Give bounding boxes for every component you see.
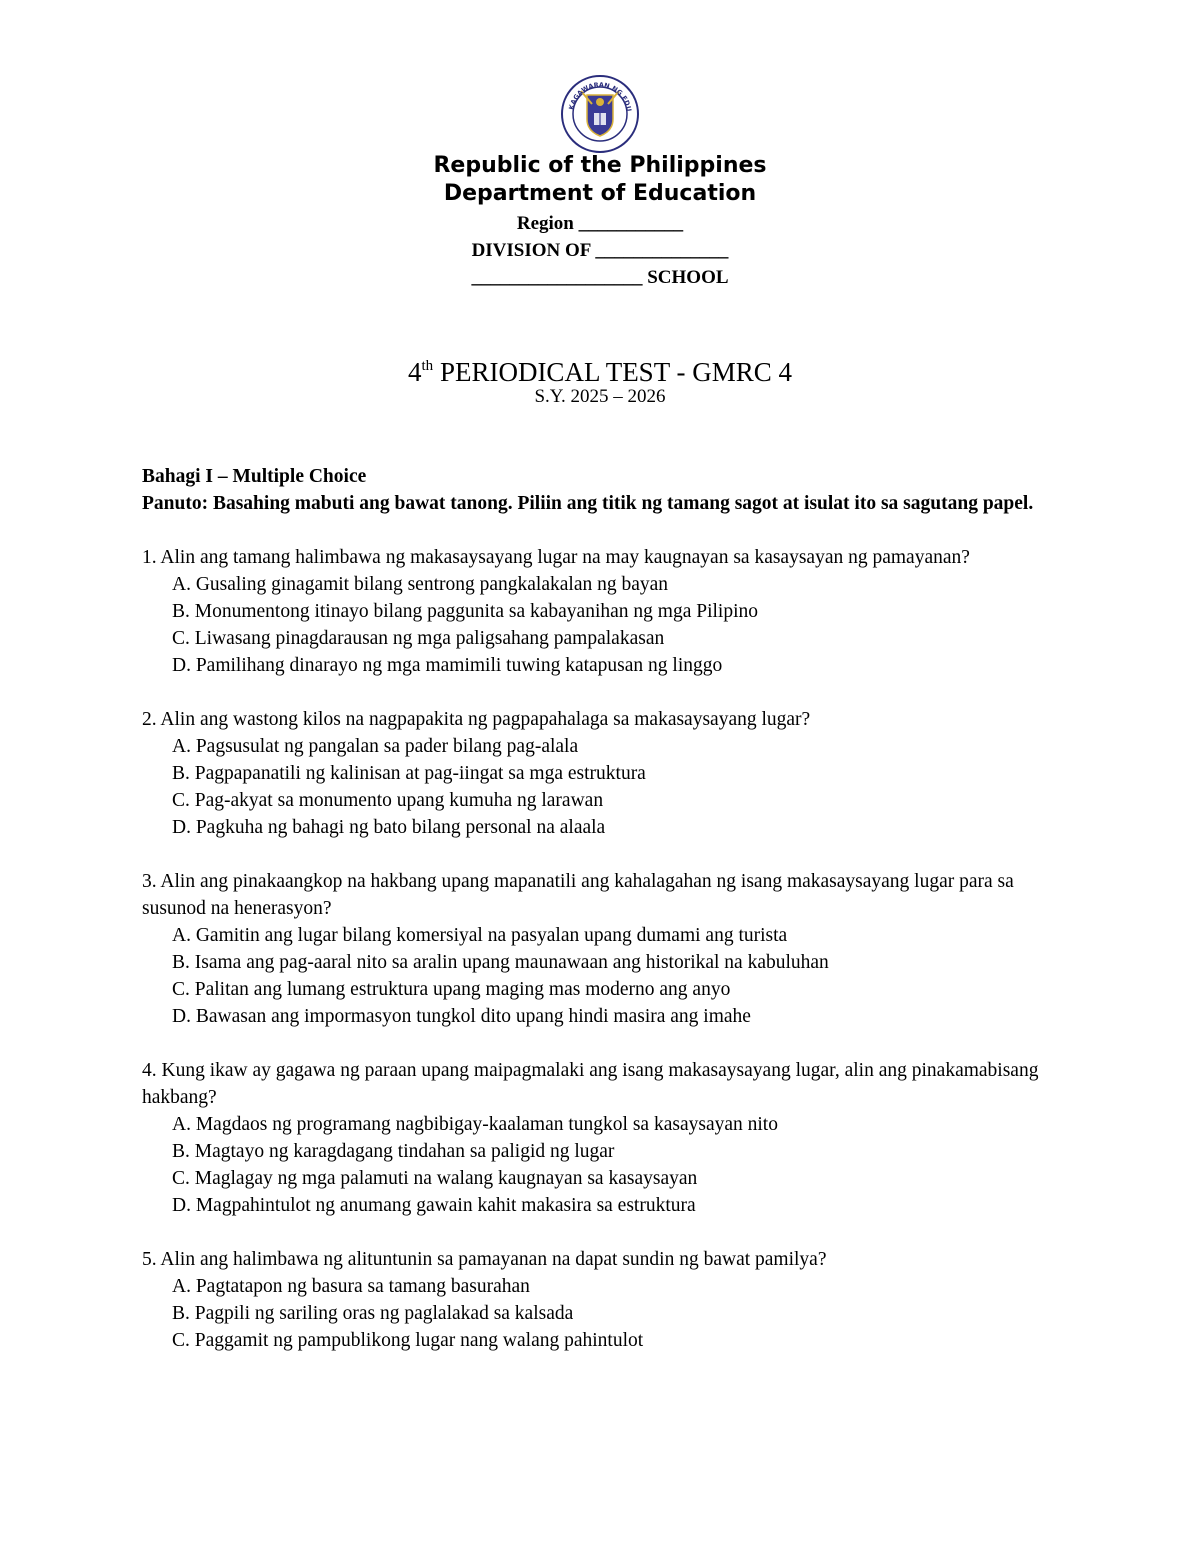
option-list bbox=[142, 733, 1072, 841]
question-stem: 1. Alin ang tamang halimbawa ng makasaysayang lugar na may kaugnayan sa kasaysayan ng pamayanan? bbox=[142, 547, 970, 568]
answer-option: C. Liwasang pinagdarausan ng mga paligsahang pampalakasan bbox=[172, 628, 665, 649]
question-4 bbox=[142, 1057, 1072, 1219]
question-5 bbox=[142, 1246, 1072, 1354]
test-body bbox=[142, 463, 1072, 1354]
answer-option: D. Bawasan ang impormasyon tungkol dito upang hindi masira ang imahe bbox=[172, 1006, 751, 1027]
answer-option: B. Monumentong itinayo bilang paggunita sa kabayanihan ng mga Pilipino bbox=[172, 601, 758, 622]
answer-option: B. Pagpapanatili ng kalinisan at pag-iingat sa mga estruktura bbox=[172, 763, 646, 784]
instructions: Panuto: Basahing mabuti ang bawat tanong. Piliin ang titik ng tamang sagot at isulat ito sa sagutang papel. bbox=[142, 493, 1034, 514]
seal-text: KAGAWARAN NG EDU bbox=[567, 80, 633, 113]
answer-option: C. Paggamit ng pampublikong lugar nang walang pahintulot bbox=[172, 1330, 644, 1351]
part-heading: Bahagi I – Multiple Choice bbox=[142, 466, 367, 487]
division-line: DIVISION OF ______________ bbox=[471, 240, 729, 261]
answer-option: A. Magdaos ng programang nagbibigay-kaalaman tungkol sa kasaysayan nito bbox=[172, 1114, 778, 1135]
department-line: Department of Education bbox=[443, 181, 757, 206]
test-title bbox=[0, 350, 1200, 388]
answer-option: A. Gusaling ginagamit bilang sentrong pangkalakalan ng bayan bbox=[172, 574, 669, 595]
answer-option: D. Pagkuha ng bahagi ng bato bilang personal na alaala bbox=[172, 817, 606, 838]
answer-option: C. Palitan ang lumang estruktura upang maging mas moderno ang anyo bbox=[172, 979, 731, 1000]
country-line: Republic of the Philippines bbox=[433, 153, 767, 178]
option-list bbox=[142, 922, 1072, 1030]
letterhead bbox=[0, 152, 1200, 291]
question-stem: 3. Alin ang pinakaangkop na hakbang upang mapanatili ang kahalagahan ng isang makasaysayang lugar para sa susunod na henerasyon? bbox=[142, 871, 1014, 919]
school-line: __________________ SCHOOL bbox=[471, 267, 729, 288]
deped-seal-icon bbox=[561, 75, 639, 153]
question-list bbox=[142, 544, 1072, 1354]
question-stem: 2. Alin ang wastong kilos na nagpapakita ng pagpapahalaga sa makasaysayang lugar? bbox=[142, 709, 811, 730]
question-1 bbox=[142, 544, 1072, 679]
region-line: Region ___________ bbox=[516, 213, 684, 234]
question-stem: 5. Alin ang halimbawa ng alituntunin sa pamayanan na dapat sundin ng bawat pamilya? bbox=[142, 1249, 827, 1270]
answer-option: B. Isama ang pag-aaral nito sa aralin upang maunawaan ang historikal na kabuluhan bbox=[172, 952, 829, 973]
answer-option: B. Pagpili ng sariling oras ng paglalakad sa kalsada bbox=[172, 1303, 574, 1324]
option-list bbox=[142, 571, 1072, 679]
answer-option: D. Magpahintulot ng anumang gawain kahit makasira sa estruktura bbox=[172, 1195, 696, 1216]
answer-option: C. Maglagay ng mga palamuti na walang kaugnayan sa kasaysayan bbox=[172, 1168, 698, 1189]
school-year: S.Y. 2025 – 2026 bbox=[534, 386, 666, 407]
option-list bbox=[142, 1111, 1072, 1219]
title-rest: PERIODICAL TEST - GMRC 4 bbox=[433, 357, 792, 387]
title-number: 4 bbox=[408, 357, 422, 387]
answer-option: D. Pamilihang dinarayo ng mga mamimili tuwing katapusan ng linggo bbox=[172, 655, 723, 676]
answer-option: A. Gamitin ang lugar bilang komersiyal na pasyalan upang dumami ang turista bbox=[172, 925, 788, 946]
answer-option: C. Pag-akyat sa monumento upang kumuha ng larawan bbox=[172, 790, 604, 811]
question-stem: 4. Kung ikaw ay gagawa ng paraan upang maipagmalaki ang isang makasaysayang lugar, alin ang pinakamabisang hakbang? bbox=[142, 1060, 1039, 1108]
answer-option: A. Pagtatapon ng basura sa tamang basurahan bbox=[172, 1276, 530, 1297]
question-2 bbox=[142, 706, 1072, 841]
question-3 bbox=[142, 868, 1072, 1030]
answer-option: B. Magtayo ng karagdagang tindahan sa paligid ng lugar bbox=[172, 1141, 615, 1162]
answer-option: A. Pagsusulat ng pangalan sa pader bilang pag-alala bbox=[172, 736, 579, 757]
option-list bbox=[142, 1273, 1072, 1354]
title-superscript: th bbox=[421, 358, 434, 374]
